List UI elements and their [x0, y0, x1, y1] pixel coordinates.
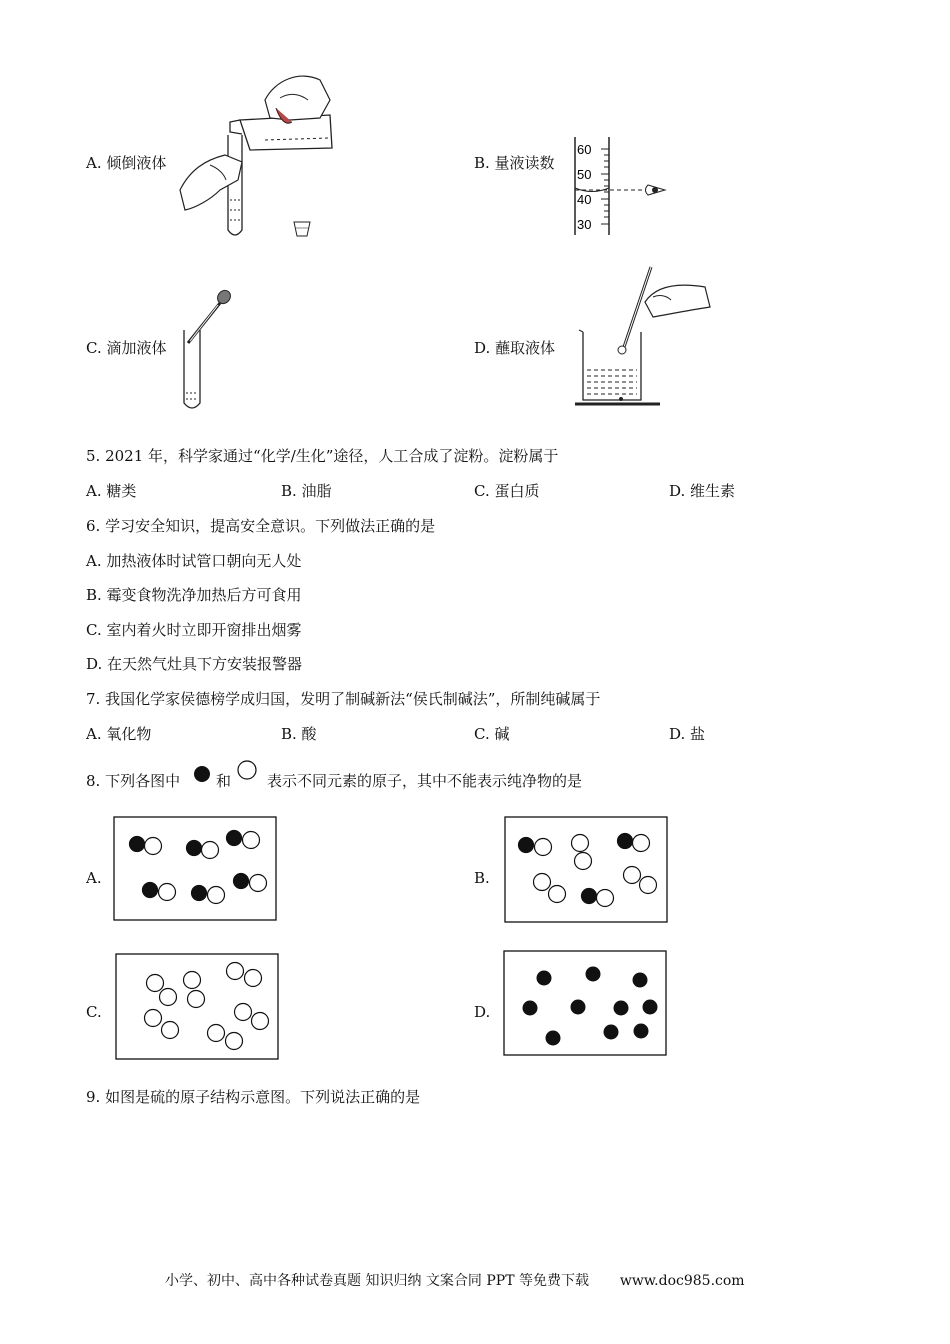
tick-30: 30 — [577, 217, 592, 232]
q5-option-c: C. 蛋白质 — [474, 482, 540, 500]
molecule-box-c — [115, 953, 280, 1061]
q7-option-d: D. 盐 — [669, 725, 706, 743]
question-8-stem-and: 和 — [216, 772, 232, 790]
pouring-liquid-figure — [180, 70, 340, 245]
q7-option-b: B. 酸 — [281, 725, 317, 743]
footer — [165, 1270, 745, 1290]
tick-50: 50 — [577, 167, 592, 182]
q8-option-a: A. — [86, 869, 102, 887]
tick-60: 60 — [577, 142, 592, 157]
q5-option-a: A. 糖类 — [86, 482, 137, 500]
question-5-stem: 5. 2021 年，科学家通过“化学/生化”途径，人工合成了淀粉。淀粉属于 — [86, 447, 559, 465]
q8-option-d: D. — [474, 1003, 491, 1021]
white-atom-icon — [237, 760, 259, 782]
dipping-liquid-figure — [575, 262, 715, 410]
q8-option-b: B. — [474, 869, 490, 887]
graduated-cylinder-figure — [565, 135, 675, 240]
question-9-stem: 9. 如图是硫的原子结构示意图。下列说法正确的是 — [86, 1088, 421, 1106]
q6-option-c: C. 室内着火时立即开窗排出烟雾 — [86, 621, 302, 639]
option-c-label: C. 滴加液体 — [86, 339, 167, 357]
q7-option-a: A. 氧化物 — [86, 725, 152, 743]
question-6-stem: 6. 学习安全知识，提高安全意识。下列做法正确的是 — [86, 517, 436, 535]
black-atom-icon — [193, 765, 213, 785]
footer-website-link[interactable]: www.doc985.com — [619, 1273, 745, 1289]
option-d-label: D. 蘸取液体 — [474, 339, 556, 357]
q5-option-d: D. 维生素 — [669, 482, 736, 500]
molecule-box-d — [503, 950, 668, 1058]
question-8-stem-start: 8. 下列各图中 — [86, 772, 181, 790]
question-8-stem-end: 表示不同元素的原子，其中不能表示纯净物的是 — [267, 772, 583, 790]
molecule-box-b — [504, 816, 669, 924]
option-a-label: A. 倾倒液体 — [86, 154, 167, 172]
footer-left-text: 小学、初中、高中各种试卷真题 知识归纳 文案合同 PPT 等免费下载 — [165, 1273, 589, 1289]
option-b-label: B. 量液读数 — [474, 154, 555, 172]
q6-option-a: A. 加热液体时试管口朝向无人处 — [86, 552, 302, 570]
q8-option-c: C. — [86, 1003, 102, 1021]
dropping-liquid-figure — [180, 285, 240, 415]
tick-40: 40 — [577, 192, 592, 207]
q6-option-b: B. 霉变食物洗净加热后方可食用 — [86, 586, 302, 604]
molecule-box-a — [113, 816, 278, 922]
q6-option-d: D. 在天然气灶具下方安装报警器 — [86, 655, 303, 673]
q7-option-c: C. 碱 — [474, 725, 510, 743]
q5-option-b: B. 油脂 — [281, 482, 332, 500]
question-7-stem: 7. 我国化学家侯德榜学成归国，发明了制碱新法“侯氏制碱法”，所制纯碱属于 — [86, 690, 601, 708]
